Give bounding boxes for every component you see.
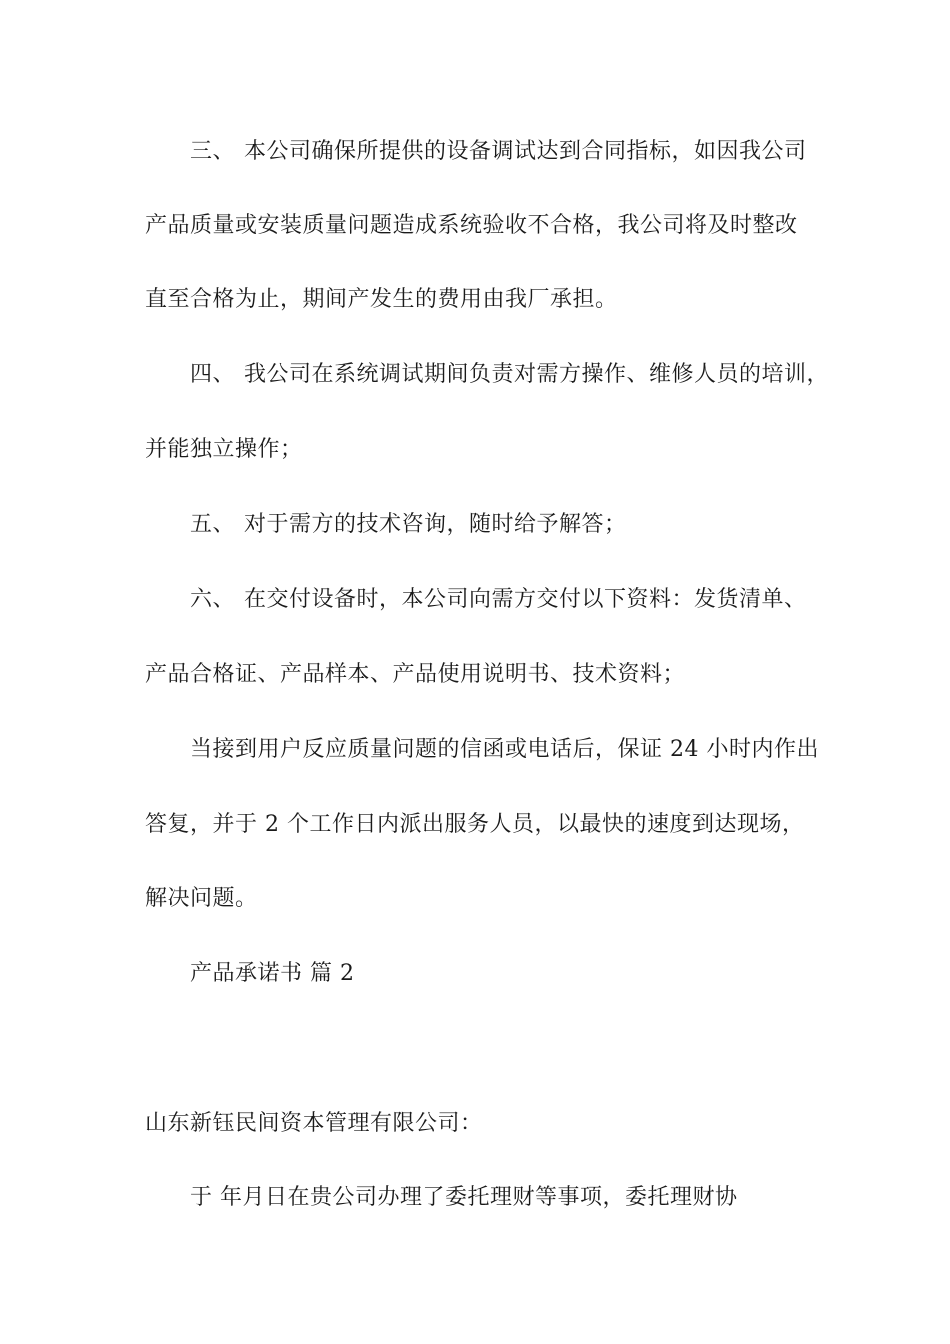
item-number: 六、 [190, 587, 236, 612]
paragraph-line [145, 810, 805, 840]
item-number: 五、 [190, 512, 236, 537]
paragraph-line [145, 884, 258, 914]
line-text: 本公司确保所提供的设备调试达到合同指标，如因我公司 [244, 139, 807, 164]
line-text: 在交付设备时，本公司向需方交付以下资料：发货清单、 [244, 587, 807, 612]
item-number: 三、 [190, 139, 236, 164]
paragraph-line [145, 211, 798, 241]
paragraph-item-6 [190, 585, 807, 615]
line-text: 并能独立操作； [145, 437, 303, 462]
line-text: 当接到用户反应质量问题的信函或电话后，保证 24 小时内作出 [190, 737, 819, 762]
line-text: 于 年月日在贵公司办理了委托理财等事项，委托理财协 [190, 1185, 738, 1210]
item-number: 四、 [190, 362, 236, 387]
paragraph-line [145, 435, 303, 465]
line-text: 产品合格证、产品样本、产品使用说明书、技术资料； [145, 662, 686, 687]
paragraph-line [190, 735, 819, 765]
line-text: 答复，并于 2 个工作日内派出服务人员，以最快的速度到达现场， [145, 812, 805, 837]
paragraph-item-4 [190, 360, 829, 390]
paragraph-item-3 [190, 137, 807, 167]
line-text: 产品质量或安装质量问题造成系统验收不合格，我公司将及时整改 [145, 213, 798, 238]
paragraph-item-5 [190, 510, 627, 540]
addressee-line [145, 1109, 483, 1139]
line-text: 解决问题。 [145, 886, 258, 911]
paragraph-line [145, 285, 618, 315]
line-text: 对于需方的技术咨询，随时给予解答； [244, 512, 627, 537]
line-text: 直至合格为止，期间产发生的费用由我厂承担。 [145, 287, 618, 312]
line-text: 我公司在系统调试期间负责对需方操作、维修人员的培训， [244, 362, 830, 387]
line-text: 山东新钰民间资本管理有限公司： [145, 1111, 483, 1136]
paragraph-line [190, 1183, 738, 1213]
heading-text: 产品承诺书 篇 2 [190, 961, 355, 986]
section-heading [190, 959, 354, 989]
paragraph-line [145, 660, 685, 690]
